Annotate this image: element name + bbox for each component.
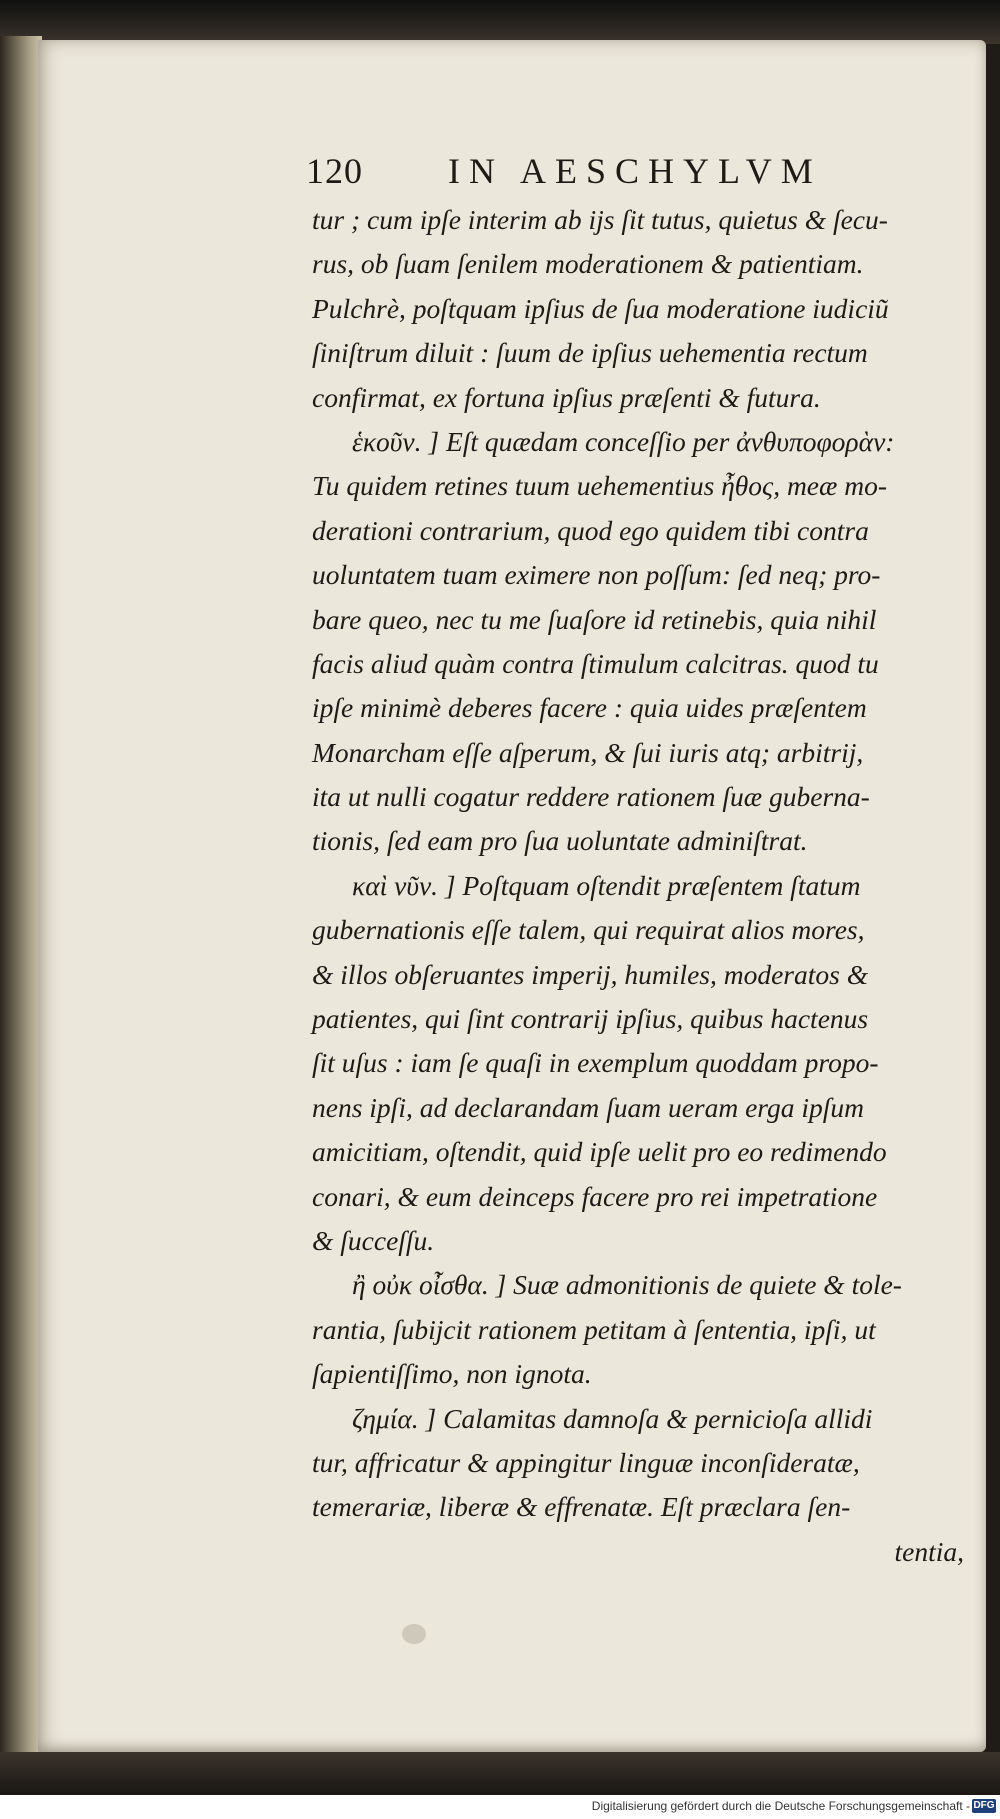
dfg-logo: DFG (973, 1800, 995, 1811)
text-line: & ſucceſſu. (312, 1224, 435, 1256)
text-line: ἢ οὐκ οἶσθα. ] Suæ admonitionis de quiete & tole- (352, 1269, 902, 1301)
text-line: ſit uſus : iam ſe quaſi in exemplum quoddam propo- (312, 1047, 879, 1079)
digitization-footer (0, 1795, 1000, 1819)
text-line: nens ipſi, ad declarandam ſuam ueram erga ipſum (312, 1091, 864, 1123)
running-title: IN AESCHYLVM (448, 151, 822, 191)
text-line: uoluntatem tuam eximere non poſſum: ſed neq; pro- (312, 559, 881, 591)
text-line: bare queo, nec tu me ſuaſore id retinebis, quia nihil (312, 603, 877, 635)
text-line: derationi contrarium, quod ego quidem tibi contra (312, 514, 869, 546)
text-line: rus, ob ſuam ſenilem moderationem & patientiam. (312, 248, 864, 280)
text-line: ἑκοῦν. ] Eſt quædam conceſſio per ἀνθυποφορὰν: (352, 425, 895, 457)
text-line: & illos obſeruantes imperij, humiles, moderatos & (312, 958, 869, 990)
text-line: tentia, (894, 1535, 964, 1567)
text-line: facis aliud quàm contra ſtimulum calcitras. quod tu (312, 647, 879, 679)
scan-top-border (0, 0, 1000, 44)
paper-stain (402, 1624, 426, 1644)
text-line: tur, affricatur & appingitur linguæ inconſideratæ, (312, 1446, 860, 1478)
text-line: gubernationis eſſe talem, qui requirat alios mores, (312, 914, 865, 946)
text-line: temerariæ, liberæ & effrenatæ. Eſt præclara ſen- (312, 1491, 851, 1523)
text-line: confirmat, ex fortuna ipſius præſenti & futura. (312, 381, 821, 413)
text-line: Monarcham eſſe aſperum, & ſui iuris atq; arbitrij, (312, 736, 864, 768)
text-line: ζημία. ] Calamitas damnoſa & pernicioſa allidi (352, 1402, 873, 1434)
text-line: ſapientiſſimo, non ignota. (312, 1358, 592, 1390)
text-line: ſiniſtrum diluit : ſuum de ipſius uehementia rectum (312, 337, 868, 369)
running-header (306, 150, 846, 196)
text-line: conari, & eum deinceps facere pro rei impetratione (312, 1180, 878, 1212)
text-line: Tu quidem retines tuum uehementius ἦθος, meæ mo- (312, 470, 888, 502)
page-number: 120 (306, 151, 363, 191)
text-line: tionis, ſed eam pro ſua uoluntate adminiſtrat. (312, 825, 808, 857)
book-spine (0, 36, 42, 1756)
commentary-text (312, 198, 964, 1574)
text-line: ipſe minimè deberes facere : quia uides præſentem (312, 692, 867, 724)
text-line: καὶ νῦν. ] Poſtquam oſtendit præſentem ſtatum (352, 869, 861, 901)
text-line: ita ut nulli cogatur reddere rationem ſuæ guberna- (312, 781, 870, 813)
text-line: Pulchrè, poſtquam ipſius de ſua moderatione iudiciũ (312, 292, 889, 324)
text-line: amicitiam, oſtendit, quid ipſe uelit pro eo redimendo (312, 1136, 887, 1168)
scan-bottom-border (0, 1752, 1000, 1795)
text-line: tur ; cum ipſe interim ab ijs ſit tutus, quietus & ſecu- (312, 204, 888, 235)
funding-credit: Digitalisierung gefördert durch die Deutsche Forschungsgemeinschaft - (591, 1799, 970, 1813)
text-line: patientes, qui ſint contrarij ipſius, quibus hactenus (312, 1003, 869, 1035)
text-line: rantia, ſubijcit rationem petitam à ſententia, ipſi, ut (312, 1313, 876, 1345)
